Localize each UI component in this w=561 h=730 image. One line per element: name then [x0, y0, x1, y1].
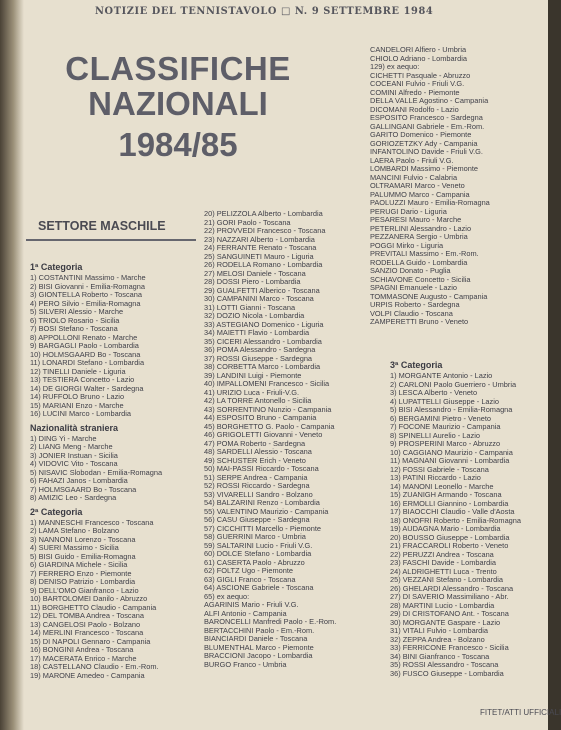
ranking-entry: SCHIAVONE Concetto - Sicilia [370, 274, 471, 284]
ranking-entry: 33) ASTEGIANO Domenico - Liguria [204, 319, 324, 329]
ranking-entry: 54) BALZARINI Renzo - Lombardia [204, 498, 320, 507]
ranking-entry: BARONCELLI Manfredi Paolo - E.-Rom. [204, 617, 337, 626]
ranking-entry: 8) AMIZIC Leo - Sardegna [30, 493, 117, 502]
ranking-entry: 63) GIGLI Franco - Toscana [204, 574, 296, 584]
ranking-entry: 2) BISI Giovanni - Emilia-Romagna [30, 281, 146, 291]
ranking-entry: 60) DOLCE Stefano - Lombardia [204, 549, 312, 558]
ranking-entry: 32) ZEPPA Andrea - Bolzano [390, 634, 485, 644]
ranking-entry: 61) CASERTA Paolo - Abruzzo [204, 557, 305, 567]
ranking-entry: 10) BARTOLOMEI Danilo - Abruzzo [30, 594, 148, 603]
ranking-entry: DELLA VALLE Agostino - Campania [370, 96, 489, 105]
ranking-entry: 1) COSTANTINI Massimo - Marche [30, 273, 146, 282]
ranking-entry: RODELLA Guido - Lombardia [370, 257, 468, 267]
ranking-entry: INFANTOLINO Davide - Friuli V.G. [370, 147, 483, 156]
ranking-entry: 3) GIONTELLA Roberto - Toscana [30, 290, 143, 299]
ranking-entry: 13) PATINI Riccardo - Lazio [390, 473, 481, 482]
ranking-entry: 9) BARGAGLI Paolo - Lombardia [30, 341, 139, 350]
ranking-entry: 44) ESPOSITO Bruno - Campania [204, 413, 317, 422]
ranking-entry: 129) ex aequo: [370, 62, 420, 71]
ranking-entry: 32) DOZIO Nicola - Lombardia [204, 311, 305, 320]
ranking-entry: AGARINIS Mario - Friuli V.G. [204, 600, 299, 609]
ranking-entry: 51) SERPE Andrea - Campania [204, 472, 308, 482]
ranking-entry: PETERLINI Alessandro - Lazio [370, 223, 472, 233]
ranking-entry: 16) BONGINI Andrea - Toscana [30, 645, 134, 654]
ranking-entry: 25) VEZZANI Stefano - Lombardia [390, 575, 503, 584]
ranking-entry: 2) CARLONI Paolo Guerriero - Umbria [390, 379, 517, 389]
ranking-entry: 11) BORGHETTO Claudio - Campania [30, 602, 157, 612]
ranking-entry: 25) SANGUINETI Mauro - Liguria [204, 251, 314, 261]
ranking-entry: 8) APPOLLONI Renato - Marche [30, 332, 138, 342]
ranking-entry: 46) GRIGOLETTI Giovanni - Veneto [204, 430, 323, 439]
ranking-entry: 20) PELIZZOLA Alberto - Lombardia [204, 209, 323, 218]
ranking-entry: 48) SARDELLI Alessio - Toscana [204, 447, 312, 456]
ranking-entry: 18) ONOFRI Roberto - Emilia-Romagna [390, 515, 522, 525]
ranking-entry: 50) MAI-PASSI Riccardo - Toscana [204, 464, 319, 473]
ranking-entry: 14) MERLINI Francesco - Toscana [30, 628, 144, 637]
ranking-entry: SANZIO Donato - Puglia [370, 266, 451, 275]
ranking-entry: 7) FOCONE Maurizio - Campania [390, 422, 501, 431]
category-heading: 3ª Categoria [390, 360, 443, 370]
ranking-entry: 4) PERO Silvio - Emilia-Romagna [30, 298, 141, 308]
ranking-entry: 23) NAZZARI Alberto - Lombardia [204, 234, 315, 244]
ranking-entry: 47) POMA Roberto - Sardegna [204, 438, 306, 448]
ranking-entry: 39) LANDINI Luigi - Piemonte [204, 370, 302, 380]
ranking-entry: ZAMPERETTI Bruno - Veneto [370, 317, 469, 326]
ranking-entry: 30) CAMPANINI Marco - Toscana [204, 294, 314, 303]
ranking-entry: 36) FUSCO Giuseppe - Lombardia [390, 668, 504, 678]
ranking-entry: 19) AUDAGNA Mario - Lombardia [390, 524, 501, 533]
ranking-column-3-bottom [390, 356, 548, 678]
ranking-entry: 28) DOSSI Piero - Lombardia [204, 277, 301, 286]
ranking-entry: 4) VIDOVIC Vito - Toscana [30, 459, 118, 468]
ranking-column-3-top [370, 46, 546, 327]
ranking-entry: 24) ALDRIGHETTI Luca - Trento [390, 566, 497, 576]
section-heading: SETTORE MASCHILE [38, 219, 166, 233]
ranking-entry: 27) DI SAVERIO Massimiliano - Abr. [390, 592, 509, 601]
ranking-entry: 20) BOUSSO Giuseppe - Lombardia [390, 532, 510, 542]
ranking-entry: 16) ERMOLLI Giannino - Lombardia [390, 498, 509, 508]
page-header: NOTIZIE DEL TENNISTAVOLO □ N. 9 SETTEMBRE 1984 [95, 6, 434, 17]
ranking-entry: 31) VITALI Fulvio - Lombardia [390, 626, 489, 635]
ranking-entry: LOMBARDI Massimo - Piemonte [370, 164, 479, 173]
ranking-entry: BRACCIONI Jacopo - Lombardia [204, 651, 313, 660]
ranking-entry: 30) MORGANTE Gaspare - Lazio [390, 617, 501, 627]
ranking-entry: 5) NISAVIC Slobodan - Emilia-Romagna [30, 467, 163, 477]
ranking-entry: CHIOLO Adriano - Lombardia [370, 53, 467, 63]
ranking-entry: 1) DING Yi - Marche [30, 433, 97, 443]
ranking-entry: 9) DELL'OMO Gianfranco - Lazio [30, 585, 139, 595]
ranking-entry: 5) BISI Alessandro - Emilia-Romagna [390, 405, 513, 414]
ranking-entry: 10) HOLMSGAARD Bo - Toscana [30, 349, 141, 359]
ranking-entry: 40) IMPALLOMENI Francesco - Sicilia [204, 379, 330, 388]
ranking-entry: 6) FAHAZI Janos - Lombardia [30, 476, 128, 485]
ranking-entry: 31) LOTTI Gianni - Toscana [204, 302, 296, 312]
ranking-entry: GORIOZETZKY Ady - Campania [370, 138, 478, 148]
ranking-entry: 10) CAGGIANO Maurizio - Campania [390, 447, 513, 457]
ranking-entry: 36) POMA Alessandro - Sardegna [204, 345, 316, 354]
ranking-entry: OLTRAMARI Marco - Veneto [370, 181, 465, 190]
ranking-entry: 57) CICCHITTI Marcello - Piemonte [204, 523, 322, 533]
ranking-entry: 52) ROSSI Riccardo - Sardegna [204, 481, 310, 490]
ranking-entry: 34) BINI Gianfranco - Toscana [390, 651, 490, 661]
page-edge-shadow [0, 0, 24, 730]
ranking-entry: 58) GUERRINI Marco - Umbria [204, 532, 306, 541]
ranking-entry: 62) FOLTZ Ugo - Piemonte [204, 566, 293, 575]
ranking-entry: GARITO Domenico - Piemonte [370, 130, 472, 139]
ranking-entry: MANCINI Fulvio - Calabria [370, 172, 458, 182]
ranking-entry: 26) RODELLA Romano - Lombardia [204, 260, 323, 269]
ranking-entry: 33) FERRICONE Francesco - Sicilia [390, 643, 509, 652]
ranking-entry: 15) MARIANI Enzo - Marche [30, 400, 124, 410]
ranking-entry: 19) MARONE Amedeo - Campania [30, 670, 145, 680]
ranking-entry: PALUMMO Marco - Campania [370, 189, 470, 199]
ranking-entry: 45) BORGHETTO G. Paolo - Campania [204, 421, 335, 431]
ranking-entry: 3) JONIER Instuan - Sicilia [30, 450, 118, 460]
title-line-1: CLASSIFICHE [65, 50, 291, 87]
ranking-entry: 5) SILVERI Alessio - Marche [30, 307, 124, 316]
ranking-entry: 29) GUALFETTI Alberico - Toscana [204, 285, 320, 295]
ranking-entry: COCEANI Fulvio - Friuli V.G. [370, 79, 465, 88]
ranking-entry: 49) SCHUSTER Erich - Veneto [204, 455, 306, 465]
ranking-entry: 22) PERUZZI Andrea - Toscana [390, 549, 494, 559]
ranking-entry: 26) GHELARDI Alessandro - Toscana [390, 583, 514, 593]
ranking-entry: 12) FOSSI Gabriele - Toscana [390, 464, 489, 474]
ranking-entry: 7) FERRERO Enzo - Piemonte [30, 568, 132, 578]
ranking-entry: CICHETTI Pasquale - Abruzzo [370, 70, 471, 80]
ranking-entry: BERTACCHINI Paolo - Em.-Rom. [204, 625, 315, 635]
ranking-entry: 13) TESTIERA Concetto - Lazio [30, 375, 135, 384]
ranking-entry: 3) LESCA Alberto - Veneto [390, 388, 478, 397]
ranking-entry: 35) ROSSI Alessandro - Toscana [390, 660, 499, 669]
ranking-entry: 8) SPINELLI Aurelio - Lazio [390, 430, 480, 440]
ranking-entry: 53) VIVARELLI Sandro - Bolzano [204, 489, 313, 499]
ranking-entry: 64) ASCIONE Gabriele - Toscana [204, 583, 314, 592]
ranking-entry: 6) BERGAMINI Pietro - Veneto [390, 413, 492, 423]
ranking-entry: DICOMANI Rodolfo - Lazio [370, 104, 459, 114]
ranking-entry: 27) MELOSI Daniele - Toscana [204, 268, 306, 278]
ranking-entry: 24) FERRANTE Renato - Toscana [204, 243, 317, 252]
ranking-entry: PESARESI Mauro - Marche [370, 215, 462, 224]
section-heading-box [26, 215, 196, 241]
ranking-entry: 9) PROSPERINI Marco - Abruzzo [390, 439, 501, 448]
ranking-entry: PEZZANERA Sergio - Umbria [370, 232, 468, 241]
ranking-entry: CANDELORI Alfiero - Umbria [370, 45, 467, 54]
ranking-entry: 13) CANGELOSI Paolo - Bolzano [30, 619, 141, 629]
ranking-entry: TOMMASONE Augusto - Campania [370, 291, 488, 301]
ranking-entry: ALFI Antonio - Campania [204, 608, 287, 618]
ranking-entry: 17) BIAOCCHI Claudio - Valle d'Aosta [390, 507, 515, 516]
ranking-entry: 43) SORRENTINO Nunzio - Campania [204, 404, 332, 414]
ranking-entry: PAOLUZZI Mauro - Emilia-Romagna [370, 198, 490, 207]
ranking-entry: 28) MARTINI Lucio - Lombardia [390, 600, 495, 610]
ranking-entry: 16) LUCINI Marco - Lombardia [30, 409, 132, 418]
ranking-entry: 21) FRACCAROLI Roberto - Veneto [390, 541, 509, 550]
ranking-entry: 2) LAMA Stefano - Bolzano [30, 526, 120, 535]
ranking-entry: GALLINGANI Gabriele - Em.-Rom. [370, 121, 485, 131]
ranking-entry: PERUGI Dario - Liguria [370, 206, 447, 216]
ranking-entry: 42) LA TORRE Antonello - Sicilia [204, 396, 312, 405]
ranking-entry: 15) DI NAPOLI Gennaro - Campania [30, 636, 151, 646]
page-footer: FITET/ATTI UFFICIALI [480, 708, 561, 717]
ranking-entry: 2) LIANG Meng - Marche [30, 442, 113, 451]
ranking-entry: 55) VALENTINO Maurizio - Campania [204, 506, 329, 516]
ranking-entry: BIANCIARDI Daniele - Toscana [204, 634, 308, 643]
ranking-entry: 23) FASCHI Davide - Lombardia [390, 558, 496, 567]
ranking-entry: 18) CASTELLANO Claudio - Em.-Rom. [30, 662, 159, 671]
ranking-entry: 11) MAGNANI Giovanni - Lombardia [390, 456, 510, 465]
ranking-entry: 7) BOSI Stefano - Toscana [30, 324, 118, 333]
ranking-entry: URPIS Roberto - Sardegna [370, 300, 460, 309]
ranking-entry: 38) CORBETTA Marco - Lombardia [204, 362, 321, 371]
ranking-entry: 4) SUERI Massimo - Sicilia [30, 543, 119, 552]
ranking-entry: 7) HOLMSGAARD Bo - Toscana [30, 484, 137, 494]
ranking-entry: 12) DEL TOMBA Andrea - Toscana [30, 611, 144, 620]
ranking-entry: BURGO Franco - Umbria [204, 659, 287, 669]
title-line-2: NAZIONALI [88, 85, 268, 122]
category-heading: Nazionalità straniera [30, 422, 119, 433]
ranking-entry: 65) ex aequo: [204, 591, 250, 601]
ranking-entry: 4) LUPATTELLI Giuseppe - Lazio [390, 396, 499, 406]
ranking-entry: LAERA Paolo - Friuli V.G. [370, 155, 454, 165]
page-title [58, 52, 298, 161]
ranking-entry: 34) MAIETTI Flavio - Lombardia [204, 328, 310, 337]
ranking-entry: POGGI Mirko - Liguria [370, 240, 444, 250]
ranking-entry: 1) MORGANTE Antonio - Lazio [390, 371, 493, 380]
ranking-entry: COMINI Alfredo - Piemonte [370, 87, 460, 97]
ranking-entry: ESPOSITO Francesco - Sardegna [370, 113, 483, 122]
ranking-entry: 59) SALTARINI Lucio - Friuli V.G. [204, 540, 313, 550]
ranking-entry: BLUMENTHAL Marco - Piemonte [204, 642, 314, 652]
ranking-entry: 11) LONARDI Stefano - Lombardia [30, 358, 145, 367]
ranking-entry: 12) TINELLI Daniele - Liguria [30, 366, 126, 376]
ranking-entry: 15) ZUANIGH Armando - Toscana [390, 490, 502, 499]
ranking-entry: 6) TRIOLO Rosario - Sicilia [30, 315, 120, 325]
ranking-entry: 14) MANONI Leonello - Marche [390, 481, 494, 491]
ranking-entry: 56) CASU Giuseppe - Sardegna [204, 515, 310, 524]
ranking-entry: 8) DENISO Patrizio - Lombardia [30, 577, 136, 586]
ranking-entry: 35) CICERI Alessandro - Lombardia [204, 336, 322, 346]
ranking-entry: 21) GORI Paolo - Toscana [204, 217, 291, 227]
ranking-column-2 [204, 210, 380, 669]
ranking-entry: 37) ROSSI Giuseppe - Sardegna [204, 353, 313, 363]
ranking-entry: 41) URIZIO Luca - Friuli-V.G. [204, 387, 300, 397]
ranking-column-1 [30, 258, 210, 680]
ranking-entry: 29) DI CRISTOFANO Ant. - Toscana [390, 609, 509, 618]
ranking-entry: SPAGNI Emanuele - Lazio [370, 283, 457, 292]
ranking-entry: PREVITALI Massimo - Em.-Rom. [370, 249, 479, 258]
ranking-entry: 14) DE GIORGI Walter - Sardegna [30, 383, 144, 393]
ranking-entry: 5) BISI Guido - Emilia-Romagna [30, 551, 136, 561]
ranking-entry: VOLPI Claudio - Toscana [370, 308, 453, 318]
ranking-entry: 17) MACERATA Enrico - Marche [30, 653, 137, 663]
category-heading: 1ª Categoria [30, 262, 83, 272]
ranking-entry: 3) NANNONI Lorenzo - Toscana [30, 534, 136, 544]
category-heading: 2ª Categoria [30, 506, 83, 517]
ranking-entry: 1) MANNESCHI Francesco - Toscana [30, 517, 154, 527]
title-line-3: 1984/85 [118, 126, 238, 163]
ranking-entry: 22) PROVVEDI Francesco - Toscana [204, 226, 326, 235]
ranking-entry: 14) RUFFOLO Bruno - Lazio [30, 392, 125, 401]
ranking-entry: 6) GIARDINA Michele - Sicilia [30, 560, 128, 569]
